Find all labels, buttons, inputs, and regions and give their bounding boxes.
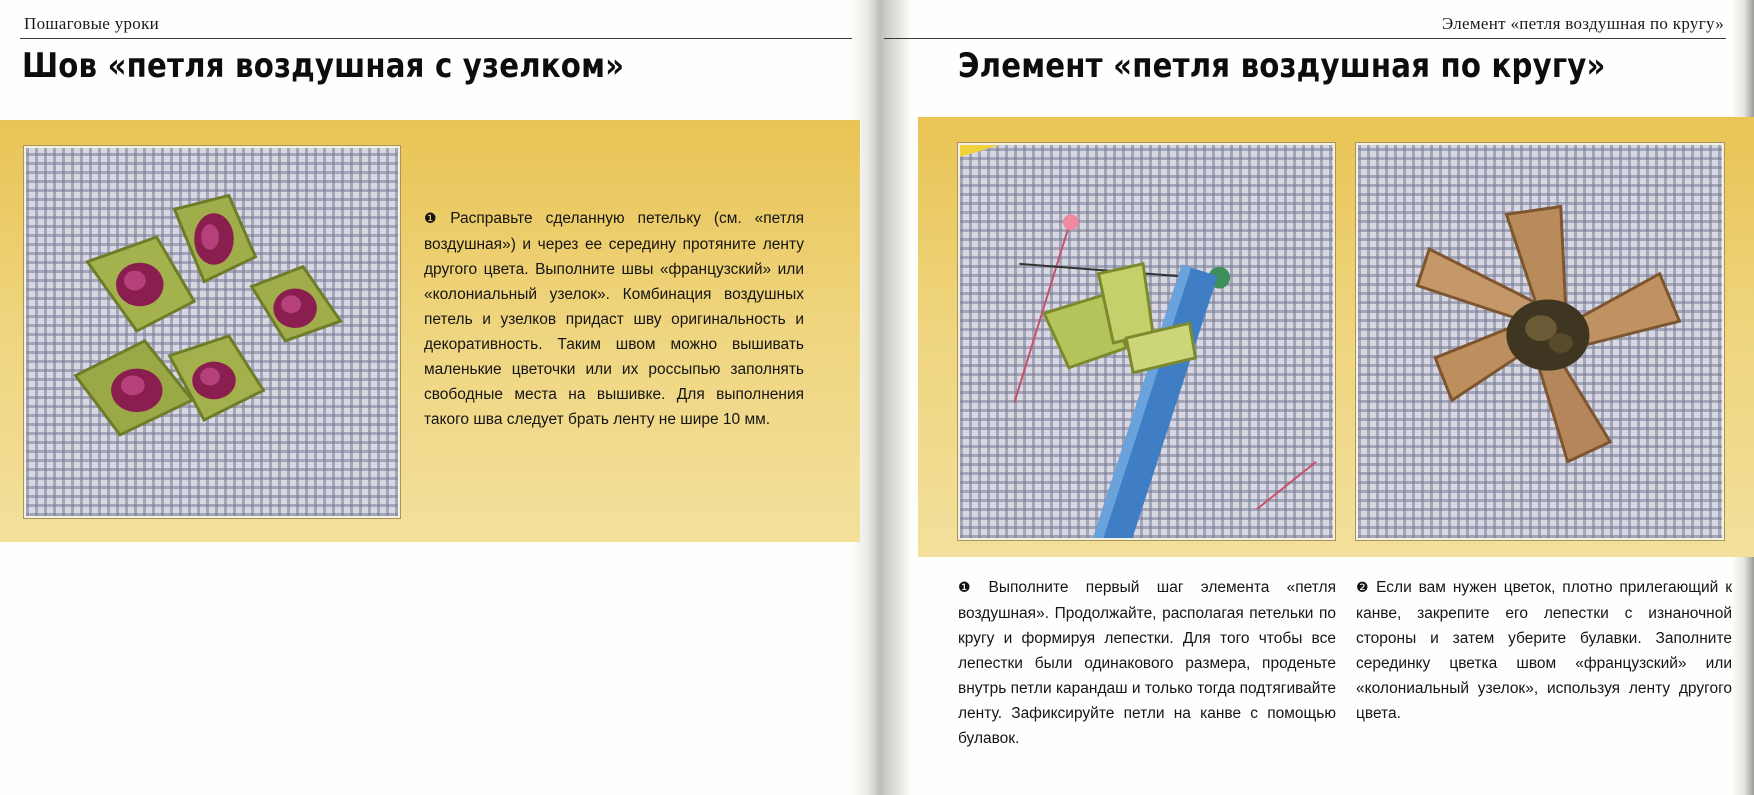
ribbon-knot-flower-illustration bbox=[26, 148, 398, 516]
petal-top bbox=[174, 195, 255, 281]
tan-ribbon-flower-illustration bbox=[1358, 145, 1722, 538]
petal-left bbox=[87, 237, 194, 331]
ribbon-knot-flower-photo bbox=[24, 146, 400, 518]
tan-ribbon-flower-photo bbox=[1356, 143, 1724, 540]
page-title-left: Шов «петля воздушная с узелком» bbox=[22, 46, 625, 86]
running-head-left: Пошаговые уроки bbox=[24, 14, 160, 33]
pencil-ribbon-loop-photo bbox=[958, 143, 1335, 540]
step-number-1-icon: ❶ bbox=[958, 580, 984, 596]
pencil-ribbon-loop-illustration bbox=[960, 145, 1333, 538]
step-text-right-2 bbox=[1356, 575, 1732, 726]
header-rule-right bbox=[884, 38, 1726, 39]
step-description: Расправьте сделанную петельку (см. «петля воздушная») и через ее середину протяните ленту другого цвета. Выполните швы «французский» или «колониальный узелок». Комбинация воздушных петель и узелков придаст шву оригинальность и декоративность. Таким швом можно вышивать маленькие цветочки или их россыпью заполнять свободные места на вышивке. Для выполнения такого шва следует брать ленту не шире 10 мм. bbox=[424, 210, 804, 428]
petal-right bbox=[252, 267, 341, 341]
page-title-right: Элемент «петля воздушная по кругу» bbox=[958, 46, 1606, 86]
header-rule-left bbox=[20, 38, 852, 39]
step-text-left bbox=[424, 206, 804, 432]
step-number-2-icon: ❷ bbox=[1356, 580, 1372, 596]
step-description: Выполните первый шаг элемента «петля воздушная». Продолжайте, располагая петельки по кругу и формируя лепестки. Для того чтобы все лепестки были одинакового размера, проденьте внутрь петли карандаш и только тогда подтягивайте ленту. Зафиксируйте петли на канве с помощью булавок. bbox=[958, 579, 1336, 747]
running-head-right: Элемент «петля воздушная по кругу» bbox=[1441, 14, 1724, 33]
petal-bottom-right bbox=[169, 336, 263, 420]
step-text-right-1 bbox=[958, 575, 1336, 751]
step-description: Если вам нужен цветок, плотно прилегающий к канве, закрепите его лепестки с изнаночной стороны и затем уберите булавки. Заполните серединку цветка швом «французский» или «колониальный узелок», используя ленту другого цвета. bbox=[1356, 579, 1732, 722]
step-number-1-icon: ❶ bbox=[424, 211, 446, 227]
